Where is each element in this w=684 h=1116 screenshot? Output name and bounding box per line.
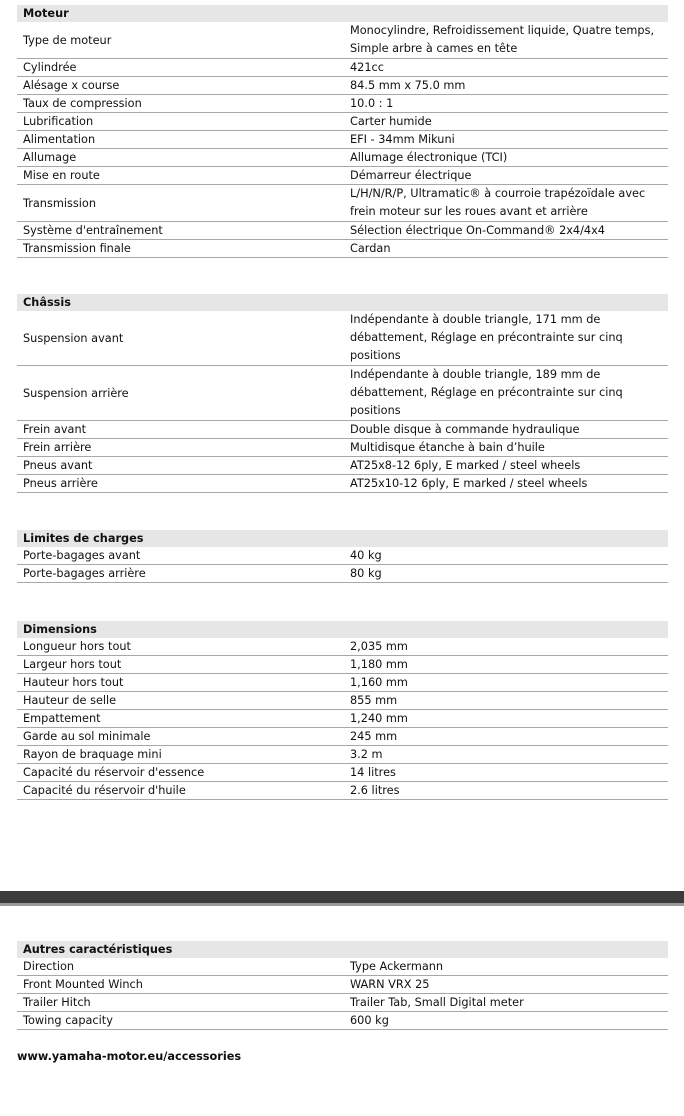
- spec-table: [17, 958, 668, 1030]
- spec-value: [350, 439, 668, 456]
- spec-row: [17, 421, 668, 439]
- spec-value-line: Simple arbre à cames en tête: [350, 42, 518, 55]
- spec-value: [350, 113, 668, 130]
- spec-value: [350, 475, 668, 492]
- spec-row: [17, 746, 668, 764]
- spec-value-line: Carter humide: [350, 115, 432, 128]
- spec-label: Lubrification: [23, 115, 94, 128]
- spec-value-line: 1,160 mm: [350, 676, 408, 689]
- spec-row: [17, 366, 668, 421]
- spec-row: [17, 728, 668, 746]
- spec-value-line: Type Ackermann: [350, 960, 444, 973]
- spec-label: Pneus arrière: [23, 477, 98, 490]
- spec-value: [350, 782, 668, 799]
- spec-value-line: frein moteur sur les roues avant et arrière: [350, 205, 588, 218]
- spec-row: [17, 167, 668, 185]
- spec-label: Frein arrière: [23, 441, 92, 454]
- spec-row: [17, 77, 668, 95]
- spec-value: [350, 131, 668, 148]
- spec-value-line: 80 kg: [350, 567, 382, 580]
- spec-label: Allumage: [23, 151, 77, 164]
- spec-label: Trailer Hitch: [23, 996, 91, 1009]
- spec-value-line: débattement, Réglage en précontrainte sur cinq: [350, 386, 623, 399]
- spec-value: [350, 547, 668, 564]
- spec-label: Hauteur de selle: [23, 694, 117, 707]
- spec-table: [17, 638, 668, 800]
- spec-value: [350, 149, 668, 166]
- spec-value-line: Double disque à commande hydraulique: [350, 423, 580, 436]
- spec-value: [350, 185, 668, 221]
- spec-row: [17, 240, 668, 258]
- spec-value-line: 600 kg: [350, 1014, 389, 1027]
- spec-row: [17, 710, 668, 728]
- spec-value-line: 2,035 mm: [350, 640, 408, 653]
- spec-value-line: Démarreur électrique: [350, 169, 472, 182]
- spec-row: [17, 59, 668, 77]
- spec-value-line: 1,180 mm: [350, 658, 408, 671]
- spec-value-line: 40 kg: [350, 549, 382, 562]
- spec-value-line: WARN VRX 25: [350, 978, 430, 991]
- spec-label: Rayon de braquage mini: [23, 748, 162, 761]
- spec-value-line: AT25x10-12 6ply, E marked / steel wheels: [350, 477, 588, 490]
- spec-value: [350, 638, 668, 655]
- spec-label: Longueur hors tout: [23, 640, 131, 653]
- spec-value: [350, 95, 668, 112]
- spec-value: [350, 692, 668, 709]
- spec-value-line: débattement, Réglage en précontrainte sur cinq: [350, 331, 623, 344]
- spec-row: [17, 1012, 668, 1030]
- section-dimensions: [17, 621, 668, 800]
- spec-value: [350, 656, 668, 673]
- spec-row: [17, 222, 668, 240]
- spec-value-line: 855 mm: [350, 694, 398, 707]
- spec-label: Alésage x course: [23, 79, 120, 92]
- spec-table: [17, 547, 668, 583]
- spec-value-line: L/H/N/R/P, Ultramatic® à courroie trapézoïdale avec: [350, 187, 646, 200]
- spec-label: Suspension arrière: [23, 386, 129, 400]
- spec-label: Front Mounted Winch: [23, 978, 143, 991]
- spec-table: [17, 311, 668, 493]
- spec-label: Direction: [23, 960, 75, 973]
- page-divider-shadow: [0, 903, 684, 906]
- spec-row: [17, 547, 668, 565]
- spec-row: [17, 311, 668, 366]
- spec-value: [350, 167, 668, 184]
- spec-label: Taux de compression: [23, 97, 142, 110]
- spec-value: [350, 764, 668, 781]
- spec-row: [17, 439, 668, 457]
- spec-row: [17, 149, 668, 167]
- spec-row: [17, 638, 668, 656]
- section-moteur: [17, 5, 668, 258]
- spec-value: [350, 311, 668, 365]
- spec-label: Frein avant: [23, 423, 87, 436]
- spec-value: [350, 366, 668, 420]
- spec-value: [350, 59, 668, 76]
- spec-row: [17, 22, 668, 59]
- spec-row: [17, 656, 668, 674]
- spec-value-line: Monocylindre, Refroidissement liquide, Quatre temps,: [350, 24, 655, 37]
- spec-label: Système d'entraînement: [23, 224, 163, 237]
- section-title: Châssis: [17, 294, 668, 311]
- spec-label: Cylindrée: [23, 61, 77, 74]
- spec-value: [350, 746, 668, 763]
- spec-row: [17, 457, 668, 475]
- spec-label: Type de moteur: [23, 33, 112, 47]
- spec-label: Pneus avant: [23, 459, 93, 472]
- spec-value-line: 421cc: [350, 61, 384, 74]
- spec-value-line: 3.2 m: [350, 748, 383, 761]
- spec-row: [17, 95, 668, 113]
- spec-label: Transmission: [23, 196, 96, 210]
- spec-row: [17, 131, 668, 149]
- spec-label: Suspension avant: [23, 331, 124, 345]
- spec-value-line: EFI - 34mm Mikuni: [350, 133, 455, 146]
- spec-value-line: 10.0 : 1: [350, 97, 394, 110]
- spec-value-line: 2.6 litres: [350, 784, 400, 797]
- spec-label: Capacité du réservoir d'huile: [23, 784, 186, 797]
- spec-value-line: AT25x8-12 6ply, E marked / steel wheels: [350, 459, 581, 472]
- spec-label: Empattement: [23, 712, 101, 725]
- spec-value: [350, 958, 668, 975]
- spec-value-line: Indépendante à double triangle, 171 mm de: [350, 313, 601, 326]
- spec-label: Porte-bagages avant: [23, 549, 141, 562]
- spec-row: [17, 958, 668, 976]
- spec-row: [17, 976, 668, 994]
- spec-table: [17, 22, 668, 258]
- spec-value-line: 84.5 mm x 75.0 mm: [350, 79, 466, 92]
- spec-value-line: Trailer Tab, Small Digital meter: [350, 996, 524, 1009]
- section-title: Moteur: [17, 5, 668, 22]
- spec-value-line: positions: [350, 349, 401, 362]
- spec-label: Largeur hors tout: [23, 658, 122, 671]
- spec-row: [17, 113, 668, 131]
- spec-value: [350, 421, 668, 438]
- spec-value: [350, 565, 668, 582]
- section-title: Dimensions: [17, 621, 668, 638]
- spec-value-line: Indépendante à double triangle, 189 mm de: [350, 368, 601, 381]
- spec-label: Garde au sol minimale: [23, 730, 151, 743]
- spec-label: Transmission finale: [23, 242, 131, 255]
- section-limites: [17, 530, 668, 583]
- spec-value-line: 245 mm: [350, 730, 398, 743]
- section-title: Limites de charges: [17, 530, 668, 547]
- spec-value: [350, 674, 668, 691]
- spec-value: [350, 22, 668, 58]
- spec-row: [17, 674, 668, 692]
- spec-value: [350, 1012, 668, 1029]
- spec-row: [17, 475, 668, 493]
- spec-value: [350, 710, 668, 727]
- spec-label: Alimentation: [23, 133, 96, 146]
- spec-value: [350, 994, 668, 1011]
- spec-value-line: 1,240 mm: [350, 712, 408, 725]
- spec-label: Hauteur hors tout: [23, 676, 124, 689]
- spec-label: Porte-bagages arrière: [23, 567, 146, 580]
- spec-row: [17, 692, 668, 710]
- spec-value-line: Multidisque étanche à bain d’huile: [350, 441, 545, 454]
- spec-value: [350, 457, 668, 474]
- spec-value: [350, 77, 668, 94]
- section-autres: [17, 941, 668, 1030]
- spec-value-line: 14 litres: [350, 766, 396, 779]
- spec-value: [350, 976, 668, 993]
- spec-row: [17, 185, 668, 222]
- page-divider: [0, 891, 684, 903]
- spec-value: [350, 240, 668, 257]
- spec-label: Capacité du réservoir d'essence: [23, 766, 205, 779]
- spec-row: [17, 782, 668, 800]
- section-chassis: [17, 294, 668, 493]
- spec-value-line: Allumage électronique (TCI): [350, 151, 508, 164]
- spec-row: [17, 565, 668, 583]
- spec-row: [17, 994, 668, 1012]
- spec-value-line: Cardan: [350, 242, 391, 255]
- spec-row: [17, 764, 668, 782]
- section-title: Autres caractéristiques: [17, 941, 668, 958]
- spec-value: [350, 728, 668, 745]
- spec-label: Mise en route: [23, 169, 100, 182]
- spec-value-line: positions: [350, 404, 401, 417]
- footer-url: www.yamaha-motor.eu/accessories: [17, 1050, 242, 1063]
- spec-label: Towing capacity: [23, 1014, 113, 1027]
- spec-value: [350, 222, 668, 239]
- spec-value-line: Sélection électrique On-Command® 2x4/4x4: [350, 224, 605, 237]
